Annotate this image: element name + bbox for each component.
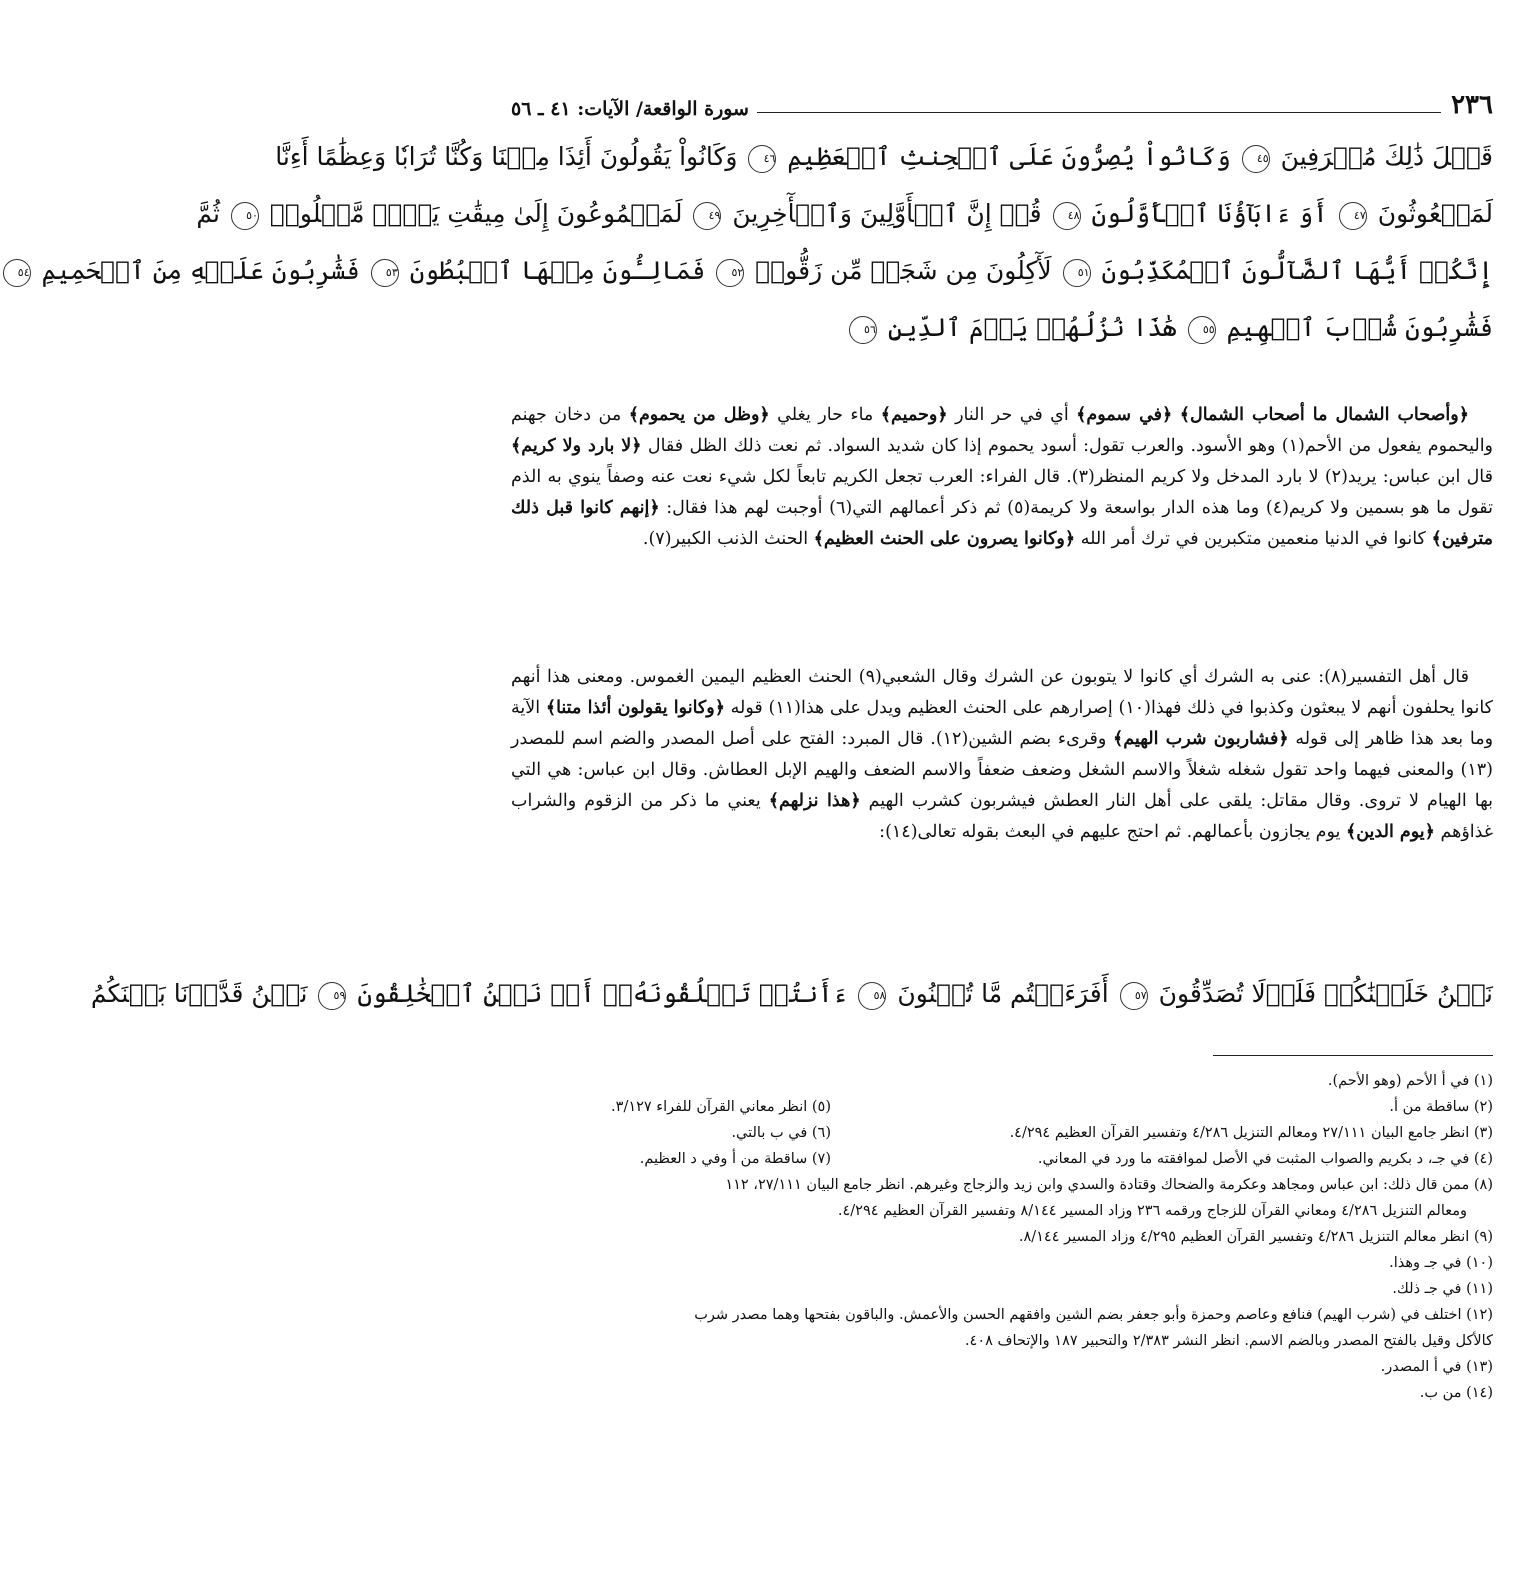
footnote: (٧) ساقطة من أ وفي د العظيم. — [639, 1151, 831, 1167]
verse-text: هَٰذَا نُزُلُهُمۡ يَوۡمَ ٱلدِّينِ — [887, 313, 1177, 342]
verse-text: نَحۡنُ قَدَّرۡنَا بَيۡنَكُمُ — [90, 979, 308, 1008]
footnote-separator — [1213, 1055, 1493, 1056]
verse-text: أَفَرَءَيۡتُم مَّا تُمۡنُونَ — [897, 979, 1109, 1008]
footnote: (١٣) في أ المصدر. — [1380, 1359, 1493, 1375]
commentary-text: يعني ما ذكر من الزقوم والشراب غذاؤهم — [511, 791, 1493, 842]
verse-text: قُلۡ إِنَّ ٱلۡأَوَّلِينَ وَٱلۡأٓخِرِينَ — [732, 199, 1042, 228]
tafsir-paragraph-1 — [511, 400, 1493, 555]
verse-text: لَمَبۡعُوثُونَ — [1377, 199, 1493, 228]
footnote: (٨) ممن قال ذلك: ابن عباس ومجاهد وعكرمة والضحاك وقتادة والسدي وابن زيد والزجاج وغيرهم. انظر جامع البيان ٢٧/١١١، ١١٢ — [725, 1177, 1493, 1193]
ayah-number-marker: ٥٨ — [858, 982, 886, 1010]
ayah-number-marker: ٥٩ — [318, 982, 346, 1010]
verse-text: لَأٓكِلُونَ مِن شَجَرٖ مِّن زَقُّومٖ — [755, 256, 1052, 285]
commentary-text: الآية وما بعد هذا ظاهر إلى قوله — [511, 698, 1494, 749]
ayah-number-marker: ٥٧ — [1120, 982, 1148, 1010]
commentary-text: قال أهل التفسير(٨): عنى به الشرك أي كانوا لا يتوبون عن الشرك وقال الشعبي(٩) الحنث العظيم اليمين الغموس. ومعنى هذا أنهم كانوا يحلفون أنهم لا يبعثون وكذبوا في ذلك فهذا(١٠) إصرارهم على الحنث العظيم ويدل على هذا(١١) قوله — [511, 667, 1493, 718]
footnote: (١٢) اختلف في (شرب الهيم) فنافع وعاصم وحمزة وأبو جعفر بضم الشين وافقهم الحسن والأعمش. والباقون بفتحها وهما مصدر شرب — [694, 1307, 1493, 1323]
footnote-continuation: ومعالم التنزيل ٤/٢٨٦ ومعاني القرآن للزجاج ورقمه ٢٣٦ وزاد المسير ٨/١٤٤ وتفسير القرآن العظيم ٤/٢٩٤. — [837, 1203, 1467, 1219]
ayah-number-marker: ٥٤ — [3, 259, 31, 287]
footnote-row — [511, 1094, 1493, 1120]
quoted-verse: ﴿لا بارد ولا كريم﴾ — [511, 436, 642, 456]
verse-text: أَوَ ءَابَآؤُنَا ٱلۡأَوَّلُونَ — [1091, 199, 1328, 228]
commentary-text: أي في حر النار — [947, 405, 1077, 425]
footnote: (٣) انظر جامع البيان ٢٧/١١١ ومعالم التنزيل ٤/٢٨٦ وتفسير القرآن العظيم ٤/٢٩٤. — [1009, 1125, 1493, 1141]
footnote-row — [511, 1120, 1493, 1146]
ayah-number-marker: ٤٦ — [748, 145, 776, 173]
commentary-text: قال ابن عباس: يريد(٢) لا بارد المدخل ولا كريم المنظر(٣). قال الفراء: العرب تجعل الكريم تابعاً لكل شيء نعت عنه وصفاً ينوي به الذم تقول ما هو بسمين ولا كريم(٤) وما هذه الدار بواسعة ولا كريمة(٥) ثم ذكر أعمالهم التي(٦) أوجبت لهم هذا فقال: — [511, 467, 1494, 518]
quran-verses-top — [17, 128, 1493, 356]
quoted-verse: ﴿وظل من يحموم﴾ — [628, 405, 770, 425]
footnotes — [511, 1068, 1493, 1406]
footnote: (١١) في جـ ذلك. — [1392, 1281, 1493, 1297]
footnote: (٦) في ب بالتي. — [731, 1125, 831, 1141]
quoted-verse: ﴿يوم الدين﴾ — [1345, 822, 1435, 842]
tafsir-text — [511, 400, 1493, 555]
page-header — [511, 86, 1493, 120]
quoted-verse: ﴿وكانوا يصرون على الحنث العظيم﴾ — [813, 529, 1076, 549]
quran-verses-bottom — [90, 965, 1493, 1022]
verse-text: وَكَانُواْ يُصِرُّونَ عَلَى ٱلۡحِنثِ ٱلۡعَظِيمِ — [787, 142, 1231, 171]
commentary-text: وقرىء بضم الشين(١٢). قال المبرد: الفتح على أصل المصدر والضم اسم للمصدر (١٣) والمعنى فيهما واحد تقول شغله شغلاً والاسم الشغل وضعف ضعفاً والاسم الضعف والهيم الإبل العطاش. وقال ابن عباس: هي التي بها الهيام لا تروى. وقال مقاتل: يلقى على أهل النار العطش فيشربون كشرب الهيم — [511, 729, 1493, 811]
ayah-number-marker: ٤٧ — [1339, 202, 1367, 230]
footnote: (١٤) من ب. — [1419, 1385, 1493, 1401]
quran-line-2 — [196, 185, 1493, 242]
commentary-text: يوم يجازون بأعمالهم. ثم احتج عليهم في البعث بقوله تعالى(١٤): — [879, 822, 1346, 842]
footnote-continuation: كالأكل وقيل بالفتح المصدر وبالضم الاسم. انظر النشر ٢/٣٨٣ والتحبير ١٨٧ والإتحاف ٤٠٨. — [964, 1333, 1493, 1349]
quoted-verse: ﴿فشاربون شرب الهيم﴾ — [1113, 729, 1289, 749]
quoted-verse: ﴿وكانوا يقولون أئذا متنا﴾ — [545, 698, 725, 718]
commentary-text: ماء حار يغلي — [769, 405, 881, 425]
verse-text: فَشَٰرِبُونَ عَلَيۡهِ مِنَ ٱلۡحَمِيمِ — [41, 256, 360, 285]
quoted-verse: ﴿هذا نزلهم﴾ — [768, 791, 861, 811]
ayah-number-marker: ٤٨ — [1053, 202, 1081, 230]
footnote: (٤) في جـ، د بكريم والصواب المثبت في الأصل لموافقته ما ورد في المعاني. — [1037, 1151, 1493, 1167]
commentary-text — [1172, 405, 1179, 425]
ayah-number-marker: ٤٩ — [693, 202, 721, 230]
verse-text: نَحۡنُ خَلَقۡنَٰكُمۡ فَلَوۡلَا تُصَدِّقُونَ — [1158, 979, 1493, 1008]
verse-text: فَشَٰرِبُونَ شُرۡبَ ٱلۡهِيمِ — [1226, 313, 1493, 342]
ayah-number-marker: ٥٦ — [849, 316, 877, 344]
quran-line-3 — [17, 242, 1493, 299]
footnote: (٢) ساقطة من أ. — [1389, 1099, 1493, 1115]
book-page — [17, 0, 1527, 1570]
page-number: ٢٣٦ — [1451, 90, 1493, 120]
verse-text: ءَأَنتُمۡ تَخۡلُقُونَهُۥٓ أَمۡ نَحۡنُ ٱلۡخَٰلِقُونَ — [357, 979, 848, 1008]
quran-line-4 — [511, 299, 1493, 356]
quoted-verse: ﴿إنهم كانوا قبل ذلك مترفين﴾ — [511, 498, 1493, 549]
commentary-text: من دخان جهنم واليحموم يفعول من الأحم(١) وهو الأسود. والعرب تقول: أسود يحموم إذا كان شديد السواد. ثم نعت ذلك الظل فقال — [511, 405, 1494, 456]
quoted-verse: ﴿وأصحاب الشمال ما أصحاب الشمال﴾ — [1179, 405, 1469, 425]
ayah-number-marker: ٥١ — [1063, 259, 1091, 287]
footnote: (١) في أ الأحم (وهو الأحم). — [1327, 1073, 1493, 1089]
commentary-text: كانوا في الدنيا منعمين متكبرين في ترك أمر الله — [1075, 529, 1432, 549]
header-rule — [757, 112, 1441, 113]
verse-text: وَكَانُواْ يَقُولُونَ أَئِذَا مِتۡنَا وَكُنَّا تُرَابٗا وَعِظَٰمًا أَءِنَّا — [275, 142, 738, 171]
footnote: (٩) انظر معالم التنزيل ٤/٢٨٦ وتفسير القرآن العظيم ٤/٢٩٥ وزاد المسير ٨/١٤٤. — [1018, 1229, 1493, 1245]
commentary-text: الحنث الذنب الكبير(٧). — [642, 529, 814, 549]
ayah-number-marker: ٥٠ — [231, 202, 259, 230]
surah-title: سورة الواقعة/ الآيات: ٤١ ـ ٥٦ — [511, 98, 749, 120]
verse-text: قَبۡلَ ذَٰلِكَ مُتۡرَفِينَ — [1280, 142, 1493, 171]
ayah-number-marker: ٤٥ — [1242, 145, 1270, 173]
quoted-verse: ﴿وحميم﴾ — [880, 405, 948, 425]
footnote-row — [511, 1146, 1493, 1172]
ayah-number-marker: ٥٥ — [1188, 316, 1216, 344]
footnote: (٥) انظر معاني القرآن للفراء ٣/١٢٧. — [611, 1099, 831, 1115]
ayah-number-marker: ٥٢ — [716, 259, 744, 287]
ayah-number-marker: ٥٣ — [371, 259, 399, 287]
tafsir-text — [511, 662, 1493, 848]
tafsir-paragraph-2 — [511, 662, 1493, 848]
verse-text: ثُمَّ — [196, 199, 221, 228]
footnote: (١٠) في جـ وهذا. — [1389, 1255, 1493, 1271]
verse-text: فَمَالِـُٔونَ مِنۡهَا ٱلۡبُطُونَ — [409, 256, 706, 285]
quran-line-1 — [275, 128, 1493, 185]
verse-text: إِنَّكُمۡ أَيُّهَا ٱلضَّآلُّونَ ٱلۡمُكَذِّبُونَ — [1101, 256, 1493, 285]
verse-text: لَمَجۡمُوعُونَ إِلَىٰ مِيقَٰتِ يَوۡمٖ مَّعۡلُومٖ — [269, 199, 683, 228]
quoted-verse: ﴿في سموم﴾ — [1076, 405, 1173, 425]
